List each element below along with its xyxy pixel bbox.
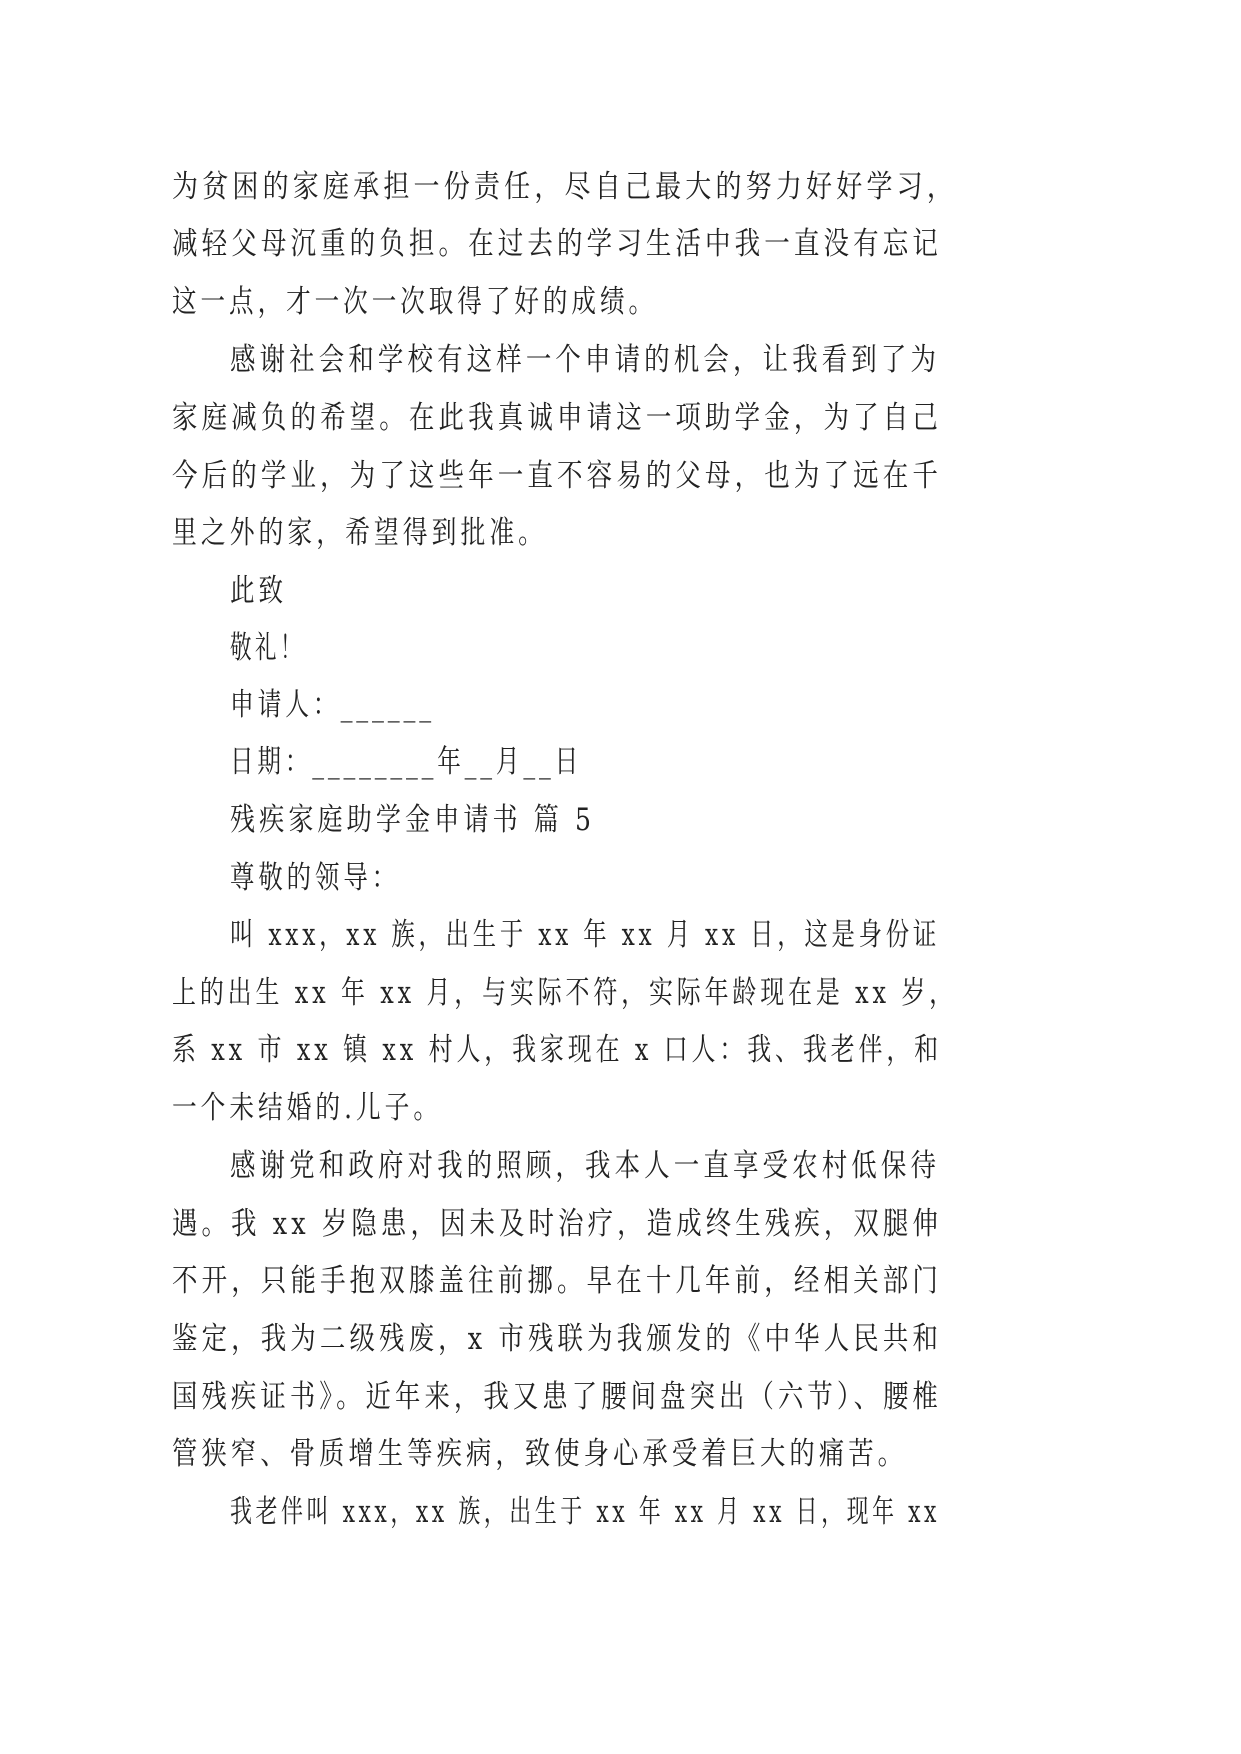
text-line [0,1257,1241,1305]
line-text: 我老伴叫 xxx，xx 族，出生于 xx 年 xx 月 xx 日，现年 xx [230,1494,940,1530]
line-text: 里之外的家，希望得到批准。 [172,515,548,551]
text-line [0,738,1241,786]
text-line [0,1026,1241,1074]
line-text: 感谢社会和学校有这样一个申请的机会，让我看到了为 [230,342,941,378]
text-line [0,1315,1241,1363]
text-line [0,1084,1241,1132]
text-line [0,796,1241,844]
line-text: 叫 xxx，xx 族，出生于 xx 年 xx 月 xx 日，这是身份证 [230,917,941,953]
line-text: 减轻父母沉重的负担。在过去的学习生活中我一直没有忘记 [172,226,942,262]
text-line [0,1373,1241,1421]
text-line [0,509,1241,557]
text-line [0,624,1241,672]
line-text: 遇。我 xx 岁隐患，因未及时治疗，造成终生残疾，双腿伸 [172,1206,942,1242]
text-line [0,854,1241,902]
line-text: 系 xx 市 xx 镇 xx 村人，我家现在 x 口人：我、我老伴，和 [172,1032,942,1068]
text-line [0,911,1241,959]
line-text: 管狭窄、骨质增生等疾病，致使身心承受着巨大的痛苦。 [172,1436,908,1472]
text-line [0,1142,1241,1190]
text-line [0,220,1241,268]
text-line [0,1200,1241,1248]
text-line [0,394,1241,442]
line-text: 今后的学业，为了这些年一直不容易的父母，也为了远在千 [172,458,942,494]
line-text: 上的出生 xx 年 xx 月，与实际不符，实际年龄现在是 xx 岁， [172,975,957,1011]
line-text: 感谢党和政府对我的照顾，我本人一直享受农村低保待 [230,1148,941,1184]
text-line [0,681,1241,729]
line-text: 尊敬的领导： [230,860,400,896]
line-text: 这一点，才一次一次取得了好的成绩。 [172,284,658,320]
text-line [0,969,1241,1017]
line-text: 申请人：______ [230,687,436,723]
text-line [0,452,1241,500]
text-line [0,567,1241,615]
text-line [0,163,1241,211]
line-text: 国残疾证书》。近年来，我又患了腰间盘突出（六节）、腰椎 [172,1379,943,1415]
line-text: 残疾家庭助学金申请书 篇 5 [230,802,595,838]
line-text: 一个未结婚的.儿子。 [172,1090,443,1126]
line-text: 家庭减负的希望。在此我真诚申请这一项助学金，为了自己 [172,400,942,436]
line-text: 敬礼！ [230,630,305,666]
line-text: 鉴定，我为二级残废，x 市残联为我颁发的《中华人民共和 [172,1321,943,1357]
line-text: 此致 [230,573,288,609]
line-text: 日期：________年__月__日 [230,744,582,780]
text-line [0,1488,1241,1536]
text-line [0,336,1241,384]
text-line [0,278,1241,326]
line-text: 不开，只能手抱双膝盖往前挪。早在十几年前，经相关部门 [172,1263,942,1299]
text-line [0,1430,1241,1478]
line-text: 为贫困的家庭承担一份责任，尽自己最大的努力好好学习， [172,169,958,205]
